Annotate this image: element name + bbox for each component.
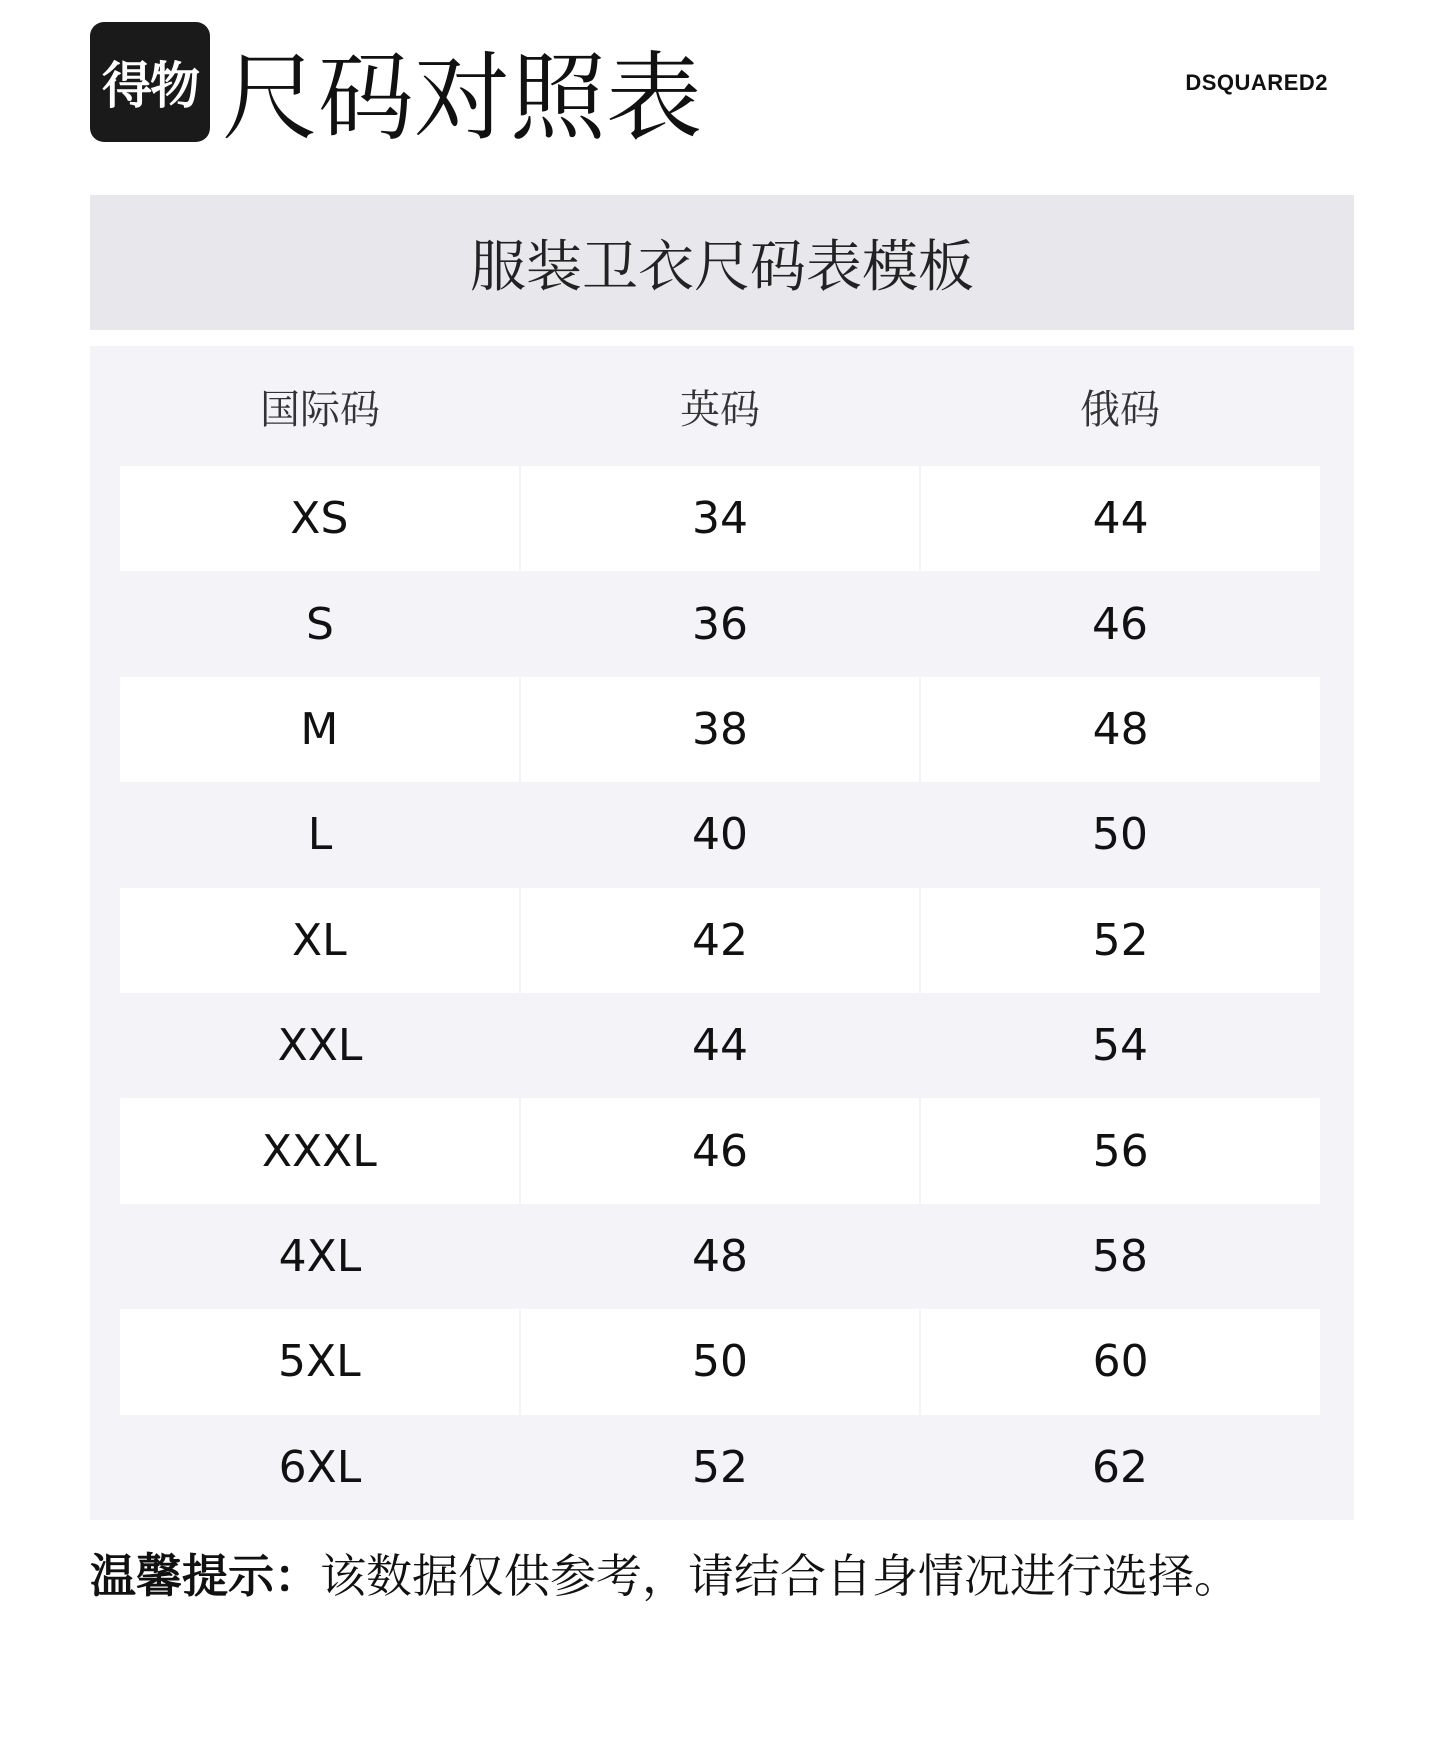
dewu-logo — [90, 22, 210, 142]
cell-intl: XL — [120, 888, 519, 993]
header-ru-size: 俄码 — [1080, 386, 1160, 433]
cell-intl: 6XL — [278, 1441, 362, 1493]
cell-ru: 44 — [919, 466, 1320, 571]
table-row — [120, 782, 1320, 887]
cell-uk: 40 — [692, 809, 748, 861]
table-row — [120, 571, 1320, 676]
page-title: 尺码对照表 — [222, 42, 702, 154]
cell-ru: 58 — [1092, 1230, 1148, 1282]
cell-intl: M — [120, 677, 519, 782]
cell-intl: XS — [120, 466, 519, 571]
table-row — [120, 888, 1320, 993]
cell-ru: 62 — [1092, 1441, 1148, 1493]
cell-ru: 48 — [919, 677, 1320, 782]
table-row — [120, 677, 1320, 782]
cell-uk: 52 — [692, 1441, 748, 1493]
cell-intl: S — [306, 598, 334, 650]
table-row — [120, 1098, 1320, 1203]
table-row — [120, 1415, 1320, 1520]
header-uk-size: 英码 — [680, 386, 760, 433]
table-row — [120, 1309, 1320, 1414]
cell-uk: 48 — [692, 1230, 748, 1282]
brand-name: DSQUARED2 — [1185, 70, 1328, 95]
cell-uk: 36 — [692, 598, 748, 650]
cell-uk: 50 — [519, 1309, 920, 1414]
size-table — [90, 346, 1354, 1520]
banner-title: 服装卫衣尺码表模板 — [470, 234, 974, 300]
cell-intl: XXXL — [120, 1098, 519, 1203]
header-intl-size: 国际码 — [260, 386, 380, 433]
tip-note — [90, 1540, 1240, 1606]
cell-ru: 50 — [1092, 809, 1148, 861]
tip-label: 温馨提示： — [90, 1549, 320, 1603]
table-banner — [90, 195, 1354, 330]
cell-intl: XXL — [277, 1020, 363, 1072]
cell-uk: 44 — [692, 1020, 748, 1072]
cell-ru: 56 — [919, 1098, 1320, 1203]
table-row — [120, 993, 1320, 1098]
table-row — [120, 466, 1320, 571]
cell-intl: 5XL — [120, 1309, 519, 1414]
cell-intl: L — [307, 809, 333, 861]
cell-intl: 4XL — [278, 1230, 362, 1282]
tip-text: 该数据仅供参考，请结合自身情况进行选择。 — [320, 1549, 1240, 1603]
cell-ru: 60 — [919, 1309, 1320, 1414]
cell-ru: 52 — [919, 888, 1320, 993]
logo-text: 得物 — [102, 57, 198, 115]
table-body — [120, 466, 1320, 1520]
cell-uk: 42 — [519, 888, 920, 993]
cell-uk: 38 — [519, 677, 920, 782]
table-header-row — [120, 346, 1320, 466]
cell-uk: 34 — [519, 466, 920, 571]
cell-ru: 54 — [1092, 1020, 1148, 1072]
table-row — [120, 1204, 1320, 1309]
cell-ru: 46 — [1092, 598, 1148, 650]
cell-uk: 46 — [519, 1098, 920, 1203]
